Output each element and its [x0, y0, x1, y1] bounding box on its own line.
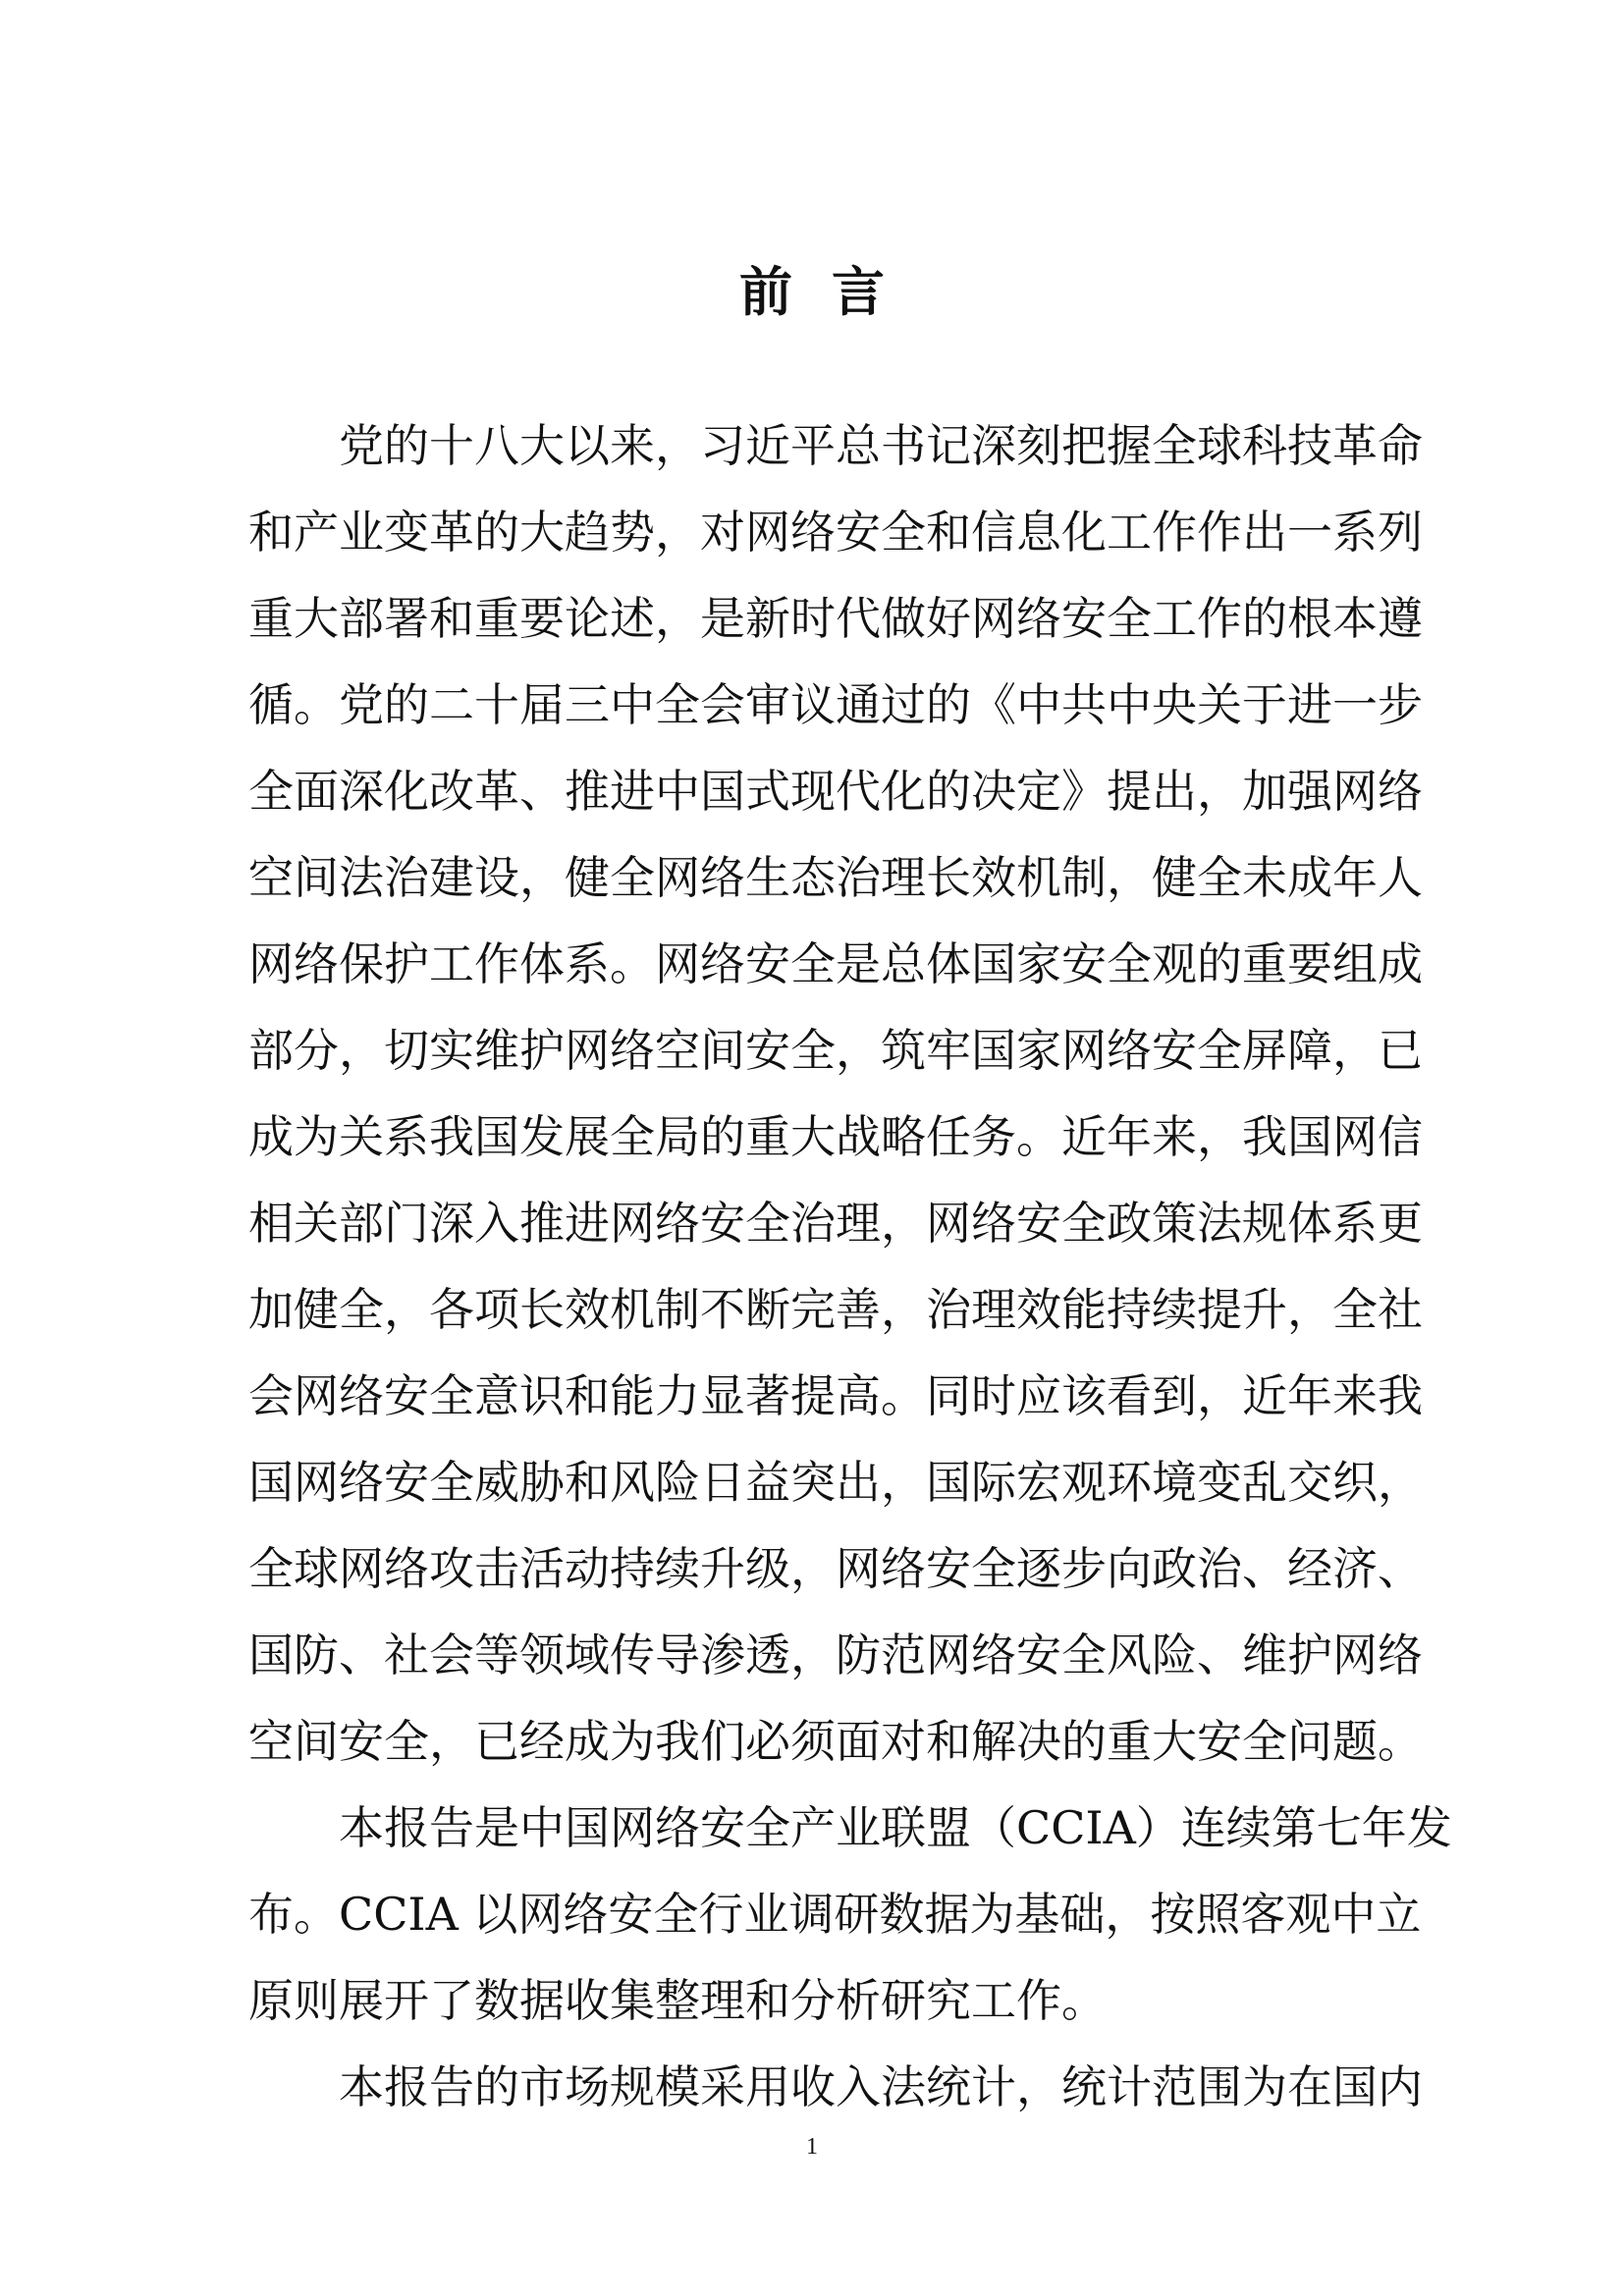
- text-line: 成为关系我国发展全局的重大战略任务。近年来，我国网信: [248, 1110, 1423, 1163]
- text-line: 本报告是中国网络安全产业联盟（CCIA）连续第七年发: [339, 1801, 1452, 1854]
- text-line: 部分，切实维护网络空间安全，筑牢国家网络安全屏障，已: [248, 1024, 1423, 1077]
- text-line: 国防、社会等领域传导渗透，防范网络安全风险、维护网络: [248, 1629, 1423, 1682]
- paragraph-1: [248, 402, 1423, 1785]
- page-title: [0, 257, 1624, 328]
- page-number: 1: [806, 2134, 818, 2160]
- text-line: 原则展开了数据收集整理和分析研究工作。: [248, 1974, 1107, 2027]
- text-line: 会网络安全意识和能力显著提高。同时应该看到，近年来我: [248, 1369, 1423, 1422]
- text-line: 相关部门深入推进网络安全治理，网络安全政策法规体系更: [248, 1197, 1423, 1250]
- text-line: 和产业变革的大趋势，对网络安全和信息化工作作出一系列: [248, 506, 1423, 559]
- paragraph-3: [248, 2044, 1423, 2130]
- document-body: [248, 402, 1452, 2130]
- text-line: 党的十八大以来，习近平总书记深刻把握全球科技革命: [339, 419, 1423, 472]
- text-line: 全面深化改革、推进中国式现代化的决定》提出，加强网络: [248, 765, 1423, 818]
- text-line: 国网络安全威胁和风险日益突出，国际宏观环境变乱交织，: [248, 1456, 1423, 1509]
- text-line: 本报告的市场规模采用收入法统计，统计范围为在国内: [339, 2060, 1423, 2113]
- text-line: 加健全，各项长效机制不断完善，治理效能持续提升，全社: [248, 1283, 1423, 1336]
- text-line: 空间法治建设，健全网络生态治理长效机制，健全未成年人: [248, 851, 1423, 904]
- text-line: 重大部署和重要论述，是新时代做好网络安全工作的根本遵: [248, 592, 1423, 645]
- text-line: 全球网络攻击活动持续升级，网络安全逐步向政治、经济、: [248, 1542, 1423, 1595]
- text-line: 布。CCIA 以网络安全行业调研数据为基础，按照客观中立: [248, 1888, 1422, 1941]
- paragraph-2: [248, 1785, 1452, 2044]
- title-char-second: 言: [832, 261, 885, 323]
- text-line: 循。党的二十届三中全会审议通过的《中共中央关于进一步: [248, 678, 1423, 731]
- text-line: 空间安全，已经成为我们必须面对和解决的重大安全问题。: [248, 1715, 1423, 1768]
- text-line: 网络保护工作体系。网络安全是总体国家安全观的重要组成: [248, 937, 1423, 990]
- title-char-first: 前: [739, 261, 792, 323]
